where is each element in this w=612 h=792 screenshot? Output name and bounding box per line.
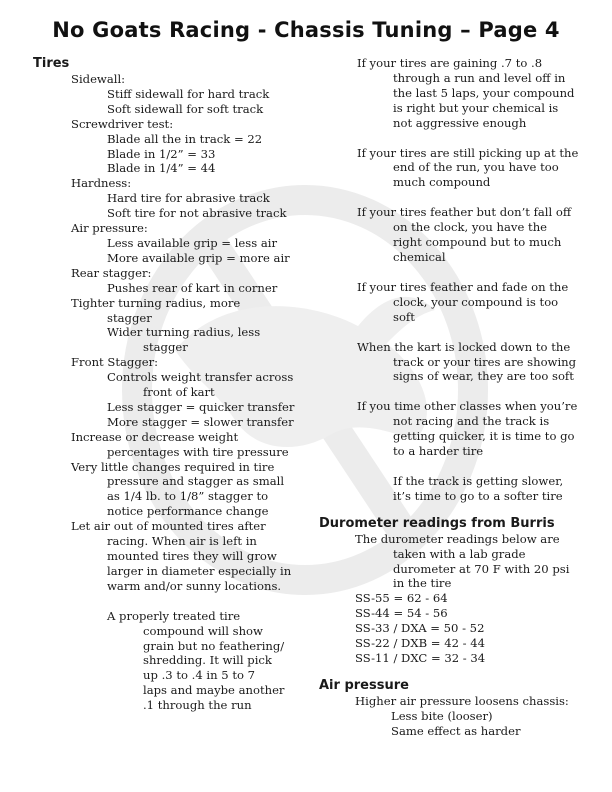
air-pressure-line: Same effect as harder <box>391 723 521 738</box>
front-stagger-line: Less stagger = quicker transfer <box>107 399 295 414</box>
little-changes-line: Very little changes required in tire <box>71 459 275 474</box>
treated-tire-line: compound will show <box>143 623 263 638</box>
feather-line: If your tires feather but don’t fall off <box>357 205 572 220</box>
feather-line: chemical <box>393 249 446 264</box>
durometer-reading: SS-11 / DXC = 32 - 34 <box>355 651 486 665</box>
durometer-reading: SS-55 = 62 - 64 <box>355 591 448 606</box>
other-classes-line: to a harder tire <box>393 444 484 459</box>
right-column <box>319 56 587 739</box>
let-air-out-line: Let air out of mounted tires after <box>71 519 266 534</box>
durometer-line: taken with a lab grade <box>393 546 526 561</box>
treated-tire-line: shredding. It will pick <box>143 653 272 668</box>
picking-up-line: end of the run, you have too <box>393 160 559 175</box>
locked-down-line: signs of wear, they are too soft <box>393 369 574 384</box>
left-column <box>33 56 295 713</box>
screwdriver-line: Blade all the in track = 22 <box>107 131 263 146</box>
other-classes-line: not racing and the track is <box>393 414 550 429</box>
gaining-line: is right but your chemical is <box>393 100 559 115</box>
front-stagger-line: More stagger = slower transfer <box>107 414 294 429</box>
durometer-reading: SS-33 / DXA = 50 - 52 <box>355 621 485 636</box>
durometer-heading: Durometer readings from Burris <box>319 515 555 531</box>
other-classes-line: If you time other classes when you’re <box>357 399 578 414</box>
other-classes-line: getting quicker, it is time to go <box>393 429 575 444</box>
hardness-line: Soft tire for not abrasive track <box>107 206 287 221</box>
tighter-radius-line: stagger <box>107 310 152 325</box>
page-title: No Goats Racing - Chassis Tuning – Page 4 <box>52 18 560 42</box>
sidewall-label: Sidewall: <box>71 72 126 86</box>
gaining-line: through a run and level off in <box>393 70 566 85</box>
durometer-line: in the tire <box>393 576 452 591</box>
little-changes-line: pressure and stagger as small <box>107 474 285 489</box>
little-changes-line: notice performance change <box>107 504 269 519</box>
locked-down-line: track or your tires are showing <box>393 354 577 369</box>
gaining-line: the last 5 laps, your compound <box>393 85 575 100</box>
let-air-out-line: mounted tires they will grow <box>107 549 277 563</box>
sidewall-line: Stiff sidewall for hard track <box>107 86 270 101</box>
screwdriver-line: Blade in 1/2” = 33 <box>107 146 216 161</box>
fade-line: soft <box>393 309 415 324</box>
front-stagger-line: Controls weight transfer across <box>107 370 294 385</box>
air-pressure-label: Air pressure: <box>71 221 148 236</box>
hardness-line: Hard tire for abrasive track <box>107 191 270 206</box>
wider-radius-line: Wider turning radius, less <box>107 325 261 340</box>
little-changes-line: as 1/4 lb. to 1/8” stagger to <box>107 489 269 504</box>
durometer-reading: SS-22 / DXB = 42 - 44 <box>355 636 485 651</box>
track-slower-line: If the track is getting slower, <box>393 473 564 488</box>
rear-stagger-line: Pushes rear of kart in corner <box>107 280 278 295</box>
durometer-reading: SS-44 = 54 - 56 <box>355 606 448 621</box>
treated-tire-line: grain but no feathering/ <box>143 638 285 653</box>
durometer-line: The durometer readings below are <box>355 531 560 546</box>
treated-tire-line: up .3 to .4 in 5 to 7 <box>143 668 256 683</box>
picking-up-line: If your tires are still picking up at the <box>357 145 579 160</box>
air-pressure-line: Less bite (looser) <box>391 708 493 723</box>
front-stagger-line: front of kart <box>143 385 215 400</box>
tighter-radius-line: Tighter turning radius, more <box>71 295 241 310</box>
hardness-label: Hardness: <box>71 176 132 191</box>
air-pressure-line: Less available grip = less air <box>107 235 278 250</box>
rear-stagger-label: Rear stagger: <box>71 265 152 280</box>
gaining-line: not aggressive enough <box>393 115 527 130</box>
treated-tire-line: A properly treated tire <box>107 608 241 623</box>
screwdriver-label: Screwdriver test: <box>71 116 174 131</box>
screwdriver-line: Blade in 1/4” = 44 <box>107 161 216 176</box>
air-pressure-line: More available grip = more air <box>107 250 290 265</box>
fade-line: clock, your compound is too <box>393 294 559 309</box>
picking-up-line: much compound <box>393 175 491 190</box>
feather-line: right compound but to much <box>393 235 562 250</box>
let-air-out-line: racing. When air is left in <box>107 534 257 549</box>
increase-decrease-line: Increase or decrease weight <box>71 429 239 444</box>
gaining-line: If your tires are gaining .7 to .8 <box>357 56 543 70</box>
let-air-out-line: larger in diameter especially in <box>107 563 292 578</box>
sidewall-line: Soft sidewall for soft track <box>107 101 264 116</box>
let-air-out-line: warm and/or sunny locations. <box>107 578 282 593</box>
treated-tire-line: laps and maybe another <box>143 683 285 698</box>
air-pressure-heading: Air pressure <box>319 677 409 693</box>
front-stagger-label: Front Stagger: <box>71 355 159 370</box>
air-pressure-line: Higher air pressure loosens chassis: <box>355 693 569 708</box>
fade-line: If your tires feather and fade on the <box>357 279 569 294</box>
locked-down-line: When the kart is locked down to the <box>357 339 571 354</box>
treated-tire-line: .1 through the run <box>143 698 252 713</box>
wider-radius-line: stagger <box>143 340 188 355</box>
track-slower-line: it’s time to go to a softer tire <box>393 488 563 503</box>
increase-decrease-line: percentages with tire pressure <box>107 444 289 459</box>
feather-line: on the clock, you have the <box>393 220 548 235</box>
tires-heading: Tires <box>33 56 70 71</box>
durometer-line: durometer at 70 F with 20 psi <box>393 561 570 576</box>
